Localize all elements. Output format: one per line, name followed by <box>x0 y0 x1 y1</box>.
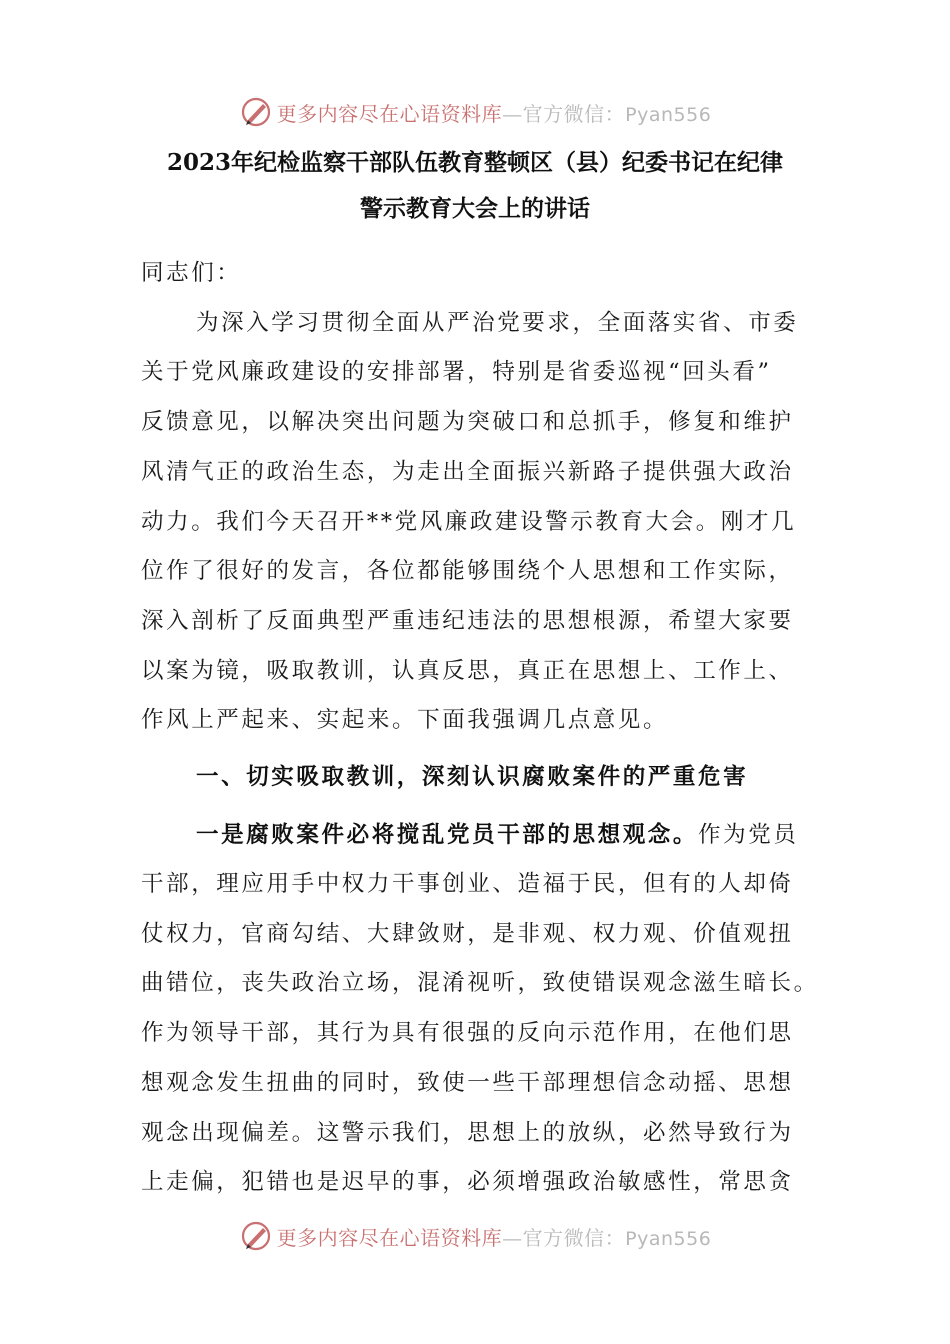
intro-line: 反馈意见，以解决突出问题为突破口和总抓手，修复和维护 <box>141 409 794 435</box>
watermark-footer <box>0 1216 950 1256</box>
watermark-account: Pyan556 <box>625 1227 712 1250</box>
point-line: 作为领导干部，其行为具有很强的反向示范作用，在他们思 <box>141 1020 794 1046</box>
watermark-separator: — <box>502 1225 523 1250</box>
watermark-separator: — <box>502 101 523 126</box>
intro-line: 作风上严起来、实起来。下面我强调几点意见。 <box>141 707 669 733</box>
point-heading: 一是腐败案件必将搅乱党员干部的思想观念。 <box>196 822 699 848</box>
point-line: 曲错位，丧失政治立场，混淆视听，致使错误观念滋生暗长。 <box>141 970 819 996</box>
pen-seal-icon <box>239 1219 273 1253</box>
watermark-text <box>277 1222 712 1251</box>
salutation: 同志们： <box>141 260 242 286</box>
intro-line: 风清气正的政治生态，为走出全面振兴新路子提供强大政治 <box>141 459 794 485</box>
watermark-header <box>0 92 950 132</box>
watermark-account: Pyan556 <box>625 103 712 126</box>
document-title-line-1: 2023年纪检监察干部队伍教育整顿区（县）纪委书记在纪律 <box>166 149 783 176</box>
point-line: 观念出现偏差。这警示我们，思想上的放纵，必然导致行为 <box>141 1120 794 1146</box>
point-first-line <box>196 820 876 850</box>
watermark-label: 官方微信： <box>522 101 626 126</box>
document-title-line-2: 警示教育大会上的讲话 <box>360 195 590 222</box>
intro-line: 关于党风廉政建设的安排部署，特别是省委巡视“回头看” <box>141 359 772 385</box>
intro-line: 深入剖析了反面典型严重违纪违法的思想根源，希望大家要 <box>141 608 794 634</box>
watermark-text <box>277 98 712 127</box>
intro-line: 动力。我们今天召开**党风廉政建设警示教育大会。刚才几 <box>141 509 797 535</box>
watermark-label: 官方微信： <box>522 1225 626 1250</box>
intro-line: 为深入学习贯彻全面从严治党要求，全面落实省、市委 <box>196 310 799 336</box>
watermark-brand: 更多内容尽在心语资料库 <box>276 1225 503 1250</box>
point-line: 想观念发生扭曲的同时，致使一些干部理想信念动摇、思想 <box>141 1070 794 1096</box>
intro-line: 以案为镜，吸取教训，认真反思，真正在思想上、工作上、 <box>141 658 794 684</box>
pen-seal-icon <box>239 95 273 129</box>
point-line: 干部，理应用手中权力干事创业、造福于民，但有的人却倚 <box>141 871 794 897</box>
point-line: 仗权力，官商勾结、大肆敛财，是非观、权力观、价值观扭 <box>141 921 794 947</box>
point-line: 上走偏，犯错也是迟早的事，必须增强政治敏感性，常思贪 <box>141 1169 794 1195</box>
section-heading: 一、切实吸取教训，深刻认识腐败案件的严重危害 <box>196 764 749 790</box>
point-first-tail: 作为党员 <box>698 822 799 848</box>
intro-line: 位作了很好的发言，各位都能够围绕个人思想和工作实际， <box>141 558 794 584</box>
watermark-brand: 更多内容尽在心语资料库 <box>276 101 503 126</box>
